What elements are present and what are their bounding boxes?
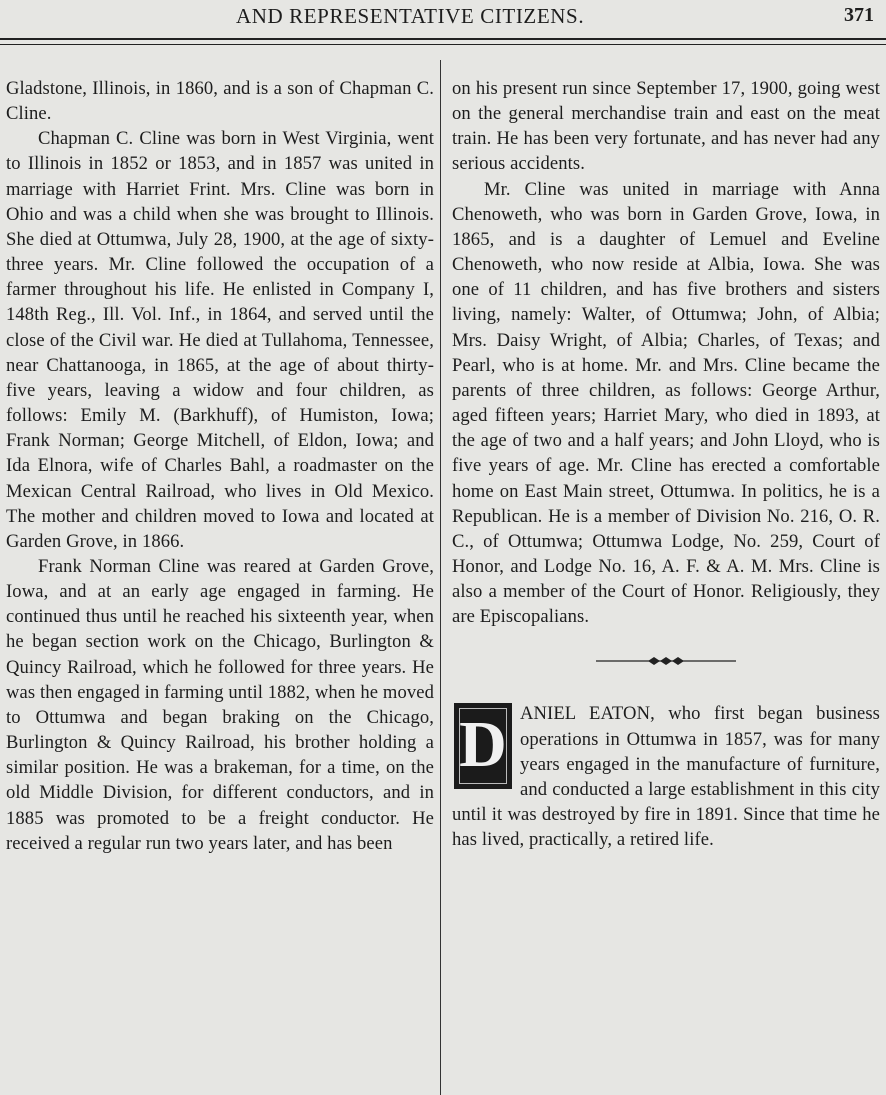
paragraph-chapman-cline: Chapman C. Cline was born in West Virginia, went to Illinois in 1852 or 1853, and in 1857 was united in marriage with Harriet Frint. Mrs. Cline was born in Ohio and was a child when she was brought to Illinois. She died at Ottumwa, July 28, 1900, at the age of sixty-three years. Mr. Cline followed the occupation of a farmer throughout his life. He enlisted in Company I, 148th Reg., Ill. Vol. Inf., in 1864, and served until the close of the Civil war. He died at Tullahoma, Tennessee, near Chattanooga, in 1865, at the age of about thirty-five years, leaving a widow and four children, as follows: Emily M. (Barkhuff), of Humiston, Iowa; Frank Norman; George Mitchell, of Eldon, Iowa; and Ida Elnora, wife of Charles Bahl, a roadmaster on the Mexican Central Railroad, who lives in Old Mexico. The mother and children moved to Iowa and located at Garden Grove, in 1866.	[6, 128, 434, 552]
left-column	[6, 76, 434, 856]
paragraph-daniel-eaton-text: ANIEL EATON, who first began business operations in Ottumwa in 1857, was for many years engaged in the manufacture of furniture, and conducted a large establishment in this city until it was destroyed by fire in 1891. Since that time he has lived, practically, a retired life.	[452, 703, 880, 851]
paragraph-daniel-eaton	[452, 701, 880, 852]
page-header	[0, 4, 886, 30]
column-divider	[440, 60, 441, 1095]
drop-cap	[454, 703, 512, 789]
header-rule-thick	[0, 38, 886, 40]
paragraph-frank-norman-cline: Frank Norman Cline was reared at Garden Grove, Iowa, and at an early age engaged in farming. He continued thus until he reached his sixteenth year, when he began section work on the Chicago, Burlington & Quincy Railroad, which he followed for three years. He was then engaged in farming until 1882, when he moved to Ottumwa and began braking on the Chicago, Burlington & Quincy Railroad, his brother holding a similar position. He was a brakeman, for a time, on the old Middle Division, for different conductors, and in 1885 was promoted to be a freight conductor. He received a regular run two years later, and has been	[6, 555, 434, 854]
running-head: AND REPRESENTATIVE CITIZENS.	[236, 4, 585, 28]
page-number: 371	[844, 4, 874, 26]
drop-cap-letter: D	[459, 708, 507, 782]
paragraph-marriage: Mr. Cline was united in marriage with Anna Chenoweth, who was born in Garden Grove, Iowa, in 1865, and is a daughter of Lemuel and Eveline Chenoweth, who now reside at Albia, Iowa. She was one of 11 children, and has five brothers and sisters living, namely: Walter, of Ottumwa; John, of Albia; Mrs. Daisy Wright, of Albia; Charles, of Texas; and Pearl, who is at home. Mr. and Mrs. Cline became the parents of three children, as follows: George Arthur, aged fifteen years; Harriet Mary, who died in 1893, at the age of two and a half years; and John Lloyd, who is five years of age. Mr. Cline has erected a comfortable home on East Main street, Ottumwa. In politics, he is a Republican. He is a member of Division No. 216, O. R. C., of Ottumwa; Ottumwa Lodge, No. 259, Court of Honor, and Lodge No. 16, A. F. & A. M. Mrs. Cline is also a member of the Court of Honor. Religiously, they are Episcopalians.	[452, 178, 880, 628]
paragraph-continued: Gladstone, Illinois, in 1860, and is a son of Chapman C. Cline.	[6, 78, 434, 125]
paragraph-present-run: on his present run since September 17, 1900, going west on the general merchandise train and east on the meat train. He has been very fortunate, and has never had any serious accidents.	[452, 78, 880, 175]
section-ornament	[596, 655, 736, 667]
header-rule-thin	[0, 44, 886, 45]
right-column	[452, 76, 880, 852]
